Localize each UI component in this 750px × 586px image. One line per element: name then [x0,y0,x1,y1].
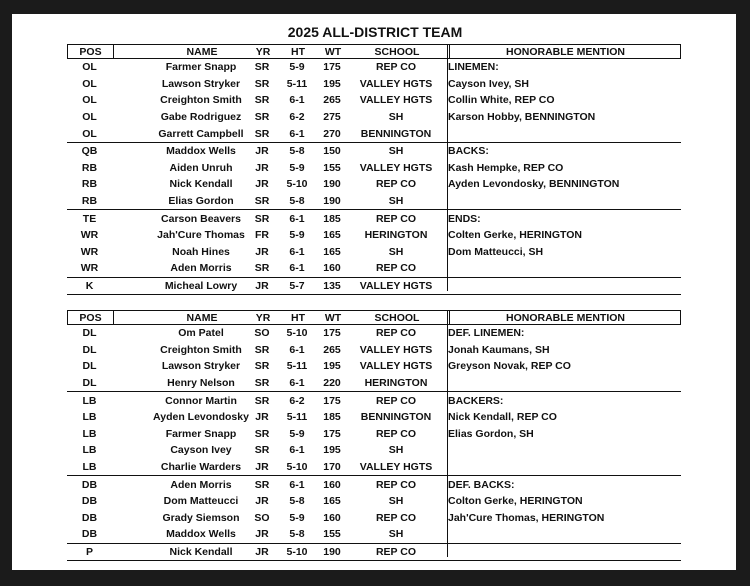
cell-name: Grady Siemson [162,511,240,524]
cell-ht: 5-7 [289,280,305,293]
cell-hm: Cayson Ivey, SH [448,77,529,90]
cell-school: SH [388,145,404,158]
header-school: SCHOOL [374,311,420,324]
cell-yr: SO [254,511,270,524]
cell-pos: WR [80,229,99,242]
cell-school: REP CO [375,61,417,74]
cell-name: Farmer Snapp [165,61,237,74]
cell-ht: 5-9 [289,229,305,242]
cell-ht: 6-1 [289,262,305,275]
cell-ht: 5-9 [289,161,305,174]
cell-name: Micheal Lowry [164,280,238,293]
header-hm: HONORABLE MENTION [506,45,625,58]
cell-wt: 165 [323,245,341,258]
cell-school: SH [388,444,404,457]
cell-school: HERINGTON [364,229,428,242]
cell-school: HERINGTON [364,377,428,390]
cell-ht: 6-1 [289,245,305,258]
table-row [67,92,681,109]
cell-name: Aiden Unruh [169,161,233,174]
cell-name: Elias Gordon [168,195,234,208]
cell-hm: ENDS: [448,212,481,225]
cell-ht: 6-1 [289,94,305,107]
header-wt: WT [324,311,342,324]
cell-pos: DL [82,343,97,356]
cell-school: VALLEY HGTS [359,161,433,174]
cell-wt: 175 [323,61,341,74]
cell-yr: JR [255,411,269,424]
cell-wt: 195 [323,444,341,457]
cell-school: VALLEY HGTS [359,461,433,474]
cell-yr: SR [254,427,270,440]
header-school: SCHOOL [374,45,420,58]
cell-yr: JR [255,495,269,508]
cell-yr: FR [255,229,269,242]
cell-pos: LB [82,394,97,407]
cell-yr: JR [255,245,269,258]
cell-wt: 190 [323,178,341,191]
table-row [67,342,681,359]
cell-name: Charlie Warders [160,461,242,474]
cell-hm: Ayden Levondosky, BENNINGTON [448,178,620,191]
cell-school: SH [388,528,404,541]
table-row [67,358,681,375]
column-divider [447,44,448,291]
cell-yr: SR [254,212,270,225]
cell-wt: 155 [323,528,341,541]
cell-name: Creighton Smith [160,343,242,356]
cell-pos: OL [82,77,97,90]
cell-yr: SO [254,327,270,340]
cell-wt: 170 [323,461,341,474]
header-ht: HT [291,45,305,58]
table-row [67,160,681,177]
cell-school: REP CO [375,546,417,559]
table-row [67,227,681,244]
table-row [67,143,681,160]
cell-yr: SR [254,360,270,373]
cell-pos: TE [82,212,97,225]
header-name: NAME [186,45,218,58]
cell-hm: LINEMEN: [448,61,499,74]
cell-yr: SR [254,478,270,491]
cell-school: SH [388,111,404,124]
cell-pos: RB [81,161,98,174]
cell-wt: 160 [323,262,341,275]
cell-name: Nick Kendall [169,178,233,191]
cell-school: VALLEY HGTS [359,343,433,356]
cell-ht: 5-8 [289,528,305,541]
cell-pos: K [85,280,94,293]
cell-yr: SR [254,377,270,390]
header-divider [449,44,450,59]
table-row [67,409,681,426]
table-row [67,278,681,296]
cell-hm: Elias Gordon, SH [448,427,534,440]
cell-name: Nick Kendall [169,546,233,559]
table-row [67,375,681,393]
cell-hm: Greyson Novak, REP CO [448,360,571,373]
table-row [67,176,681,193]
cell-wt: 175 [323,394,341,407]
cell-hm: Nick Kendall, REP CO [448,411,557,424]
cell-school: VALLEY HGTS [359,94,433,107]
cell-yr: JR [255,161,269,174]
table-row [67,193,681,211]
cell-ht: 5-9 [289,511,305,524]
cell-school: SH [388,195,404,208]
cell-ht: 5-10 [286,178,308,191]
cell-school: BENNINGTON [360,127,432,140]
table-row [67,125,681,143]
cell-pos: WR [80,262,99,275]
cell-yr: SR [254,77,270,90]
cell-yr: SR [254,195,270,208]
table-row [67,459,681,477]
cell-hm: BACKS: [448,145,489,158]
table-row [67,260,681,278]
table-row [67,244,681,261]
cell-school: REP CO [375,394,417,407]
header-yr: YR [255,45,271,58]
cell-wt: 185 [323,411,341,424]
cell-school: REP CO [375,327,417,340]
cell-hm: Kash Hempke, REP CO [448,161,564,174]
table-row [67,210,681,227]
cell-pos: LB [82,444,97,457]
cell-wt: 175 [323,327,341,340]
cell-yr: JR [255,546,269,559]
table-row [67,510,681,527]
cell-school: REP CO [375,212,417,225]
cell-name: Aden Morris [170,262,232,275]
cell-wt: 190 [323,546,341,559]
header-yr: YR [255,311,271,324]
cell-ht: 5-10 [286,461,308,474]
cell-hm: Collin White, REP CO [448,94,555,107]
cell-ht: 6-1 [289,343,305,356]
cell-ht: 5-10 [286,327,308,340]
cell-wt: 195 [323,360,341,373]
header-divider [113,44,114,59]
cell-hm: Jah'Cure Thomas, HERINGTON [448,511,605,524]
cell-pos: DL [82,377,97,390]
cell-wt: 175 [323,427,341,440]
cell-pos: DL [82,360,97,373]
cell-wt: 150 [323,145,341,158]
cell-yr: SR [254,94,270,107]
table-row [67,76,681,93]
cell-name: Lawson Stryker [161,77,241,90]
cell-school: VALLEY HGTS [359,77,433,90]
cell-wt: 275 [323,111,341,124]
cell-ht: 5-9 [289,427,305,440]
cell-school: REP CO [375,262,417,275]
cell-wt: 160 [323,511,341,524]
header-pos: POS [79,311,102,324]
cell-school: VALLEY HGTS [359,360,433,373]
cell-school: SH [388,245,404,258]
cell-hm: Karson Hobby, BENNINGTON [448,111,596,124]
offense-table [67,44,681,295]
cell-school: REP CO [375,511,417,524]
cell-yr: SR [254,111,270,124]
cell-pos: RB [81,178,98,191]
table-row [67,526,681,544]
cell-ht: 6-1 [289,127,305,140]
cell-wt: 265 [323,94,341,107]
cell-name: Garrett Campbell [158,127,244,140]
cell-pos: OL [82,94,97,107]
cell-name: Creighton Smith [160,94,242,107]
cell-school: VALLEY HGTS [359,280,433,293]
cell-pos: WR [80,245,99,258]
cell-wt: 165 [323,229,341,242]
cell-ht: 5-8 [289,495,305,508]
cell-pos: DB [81,511,98,524]
cell-name: Om Patel [178,327,224,340]
cell-hm: Dom Matteucci, SH [448,245,544,258]
cell-yr: JR [255,528,269,541]
header-hm: HONORABLE MENTION [506,311,625,324]
table-header [67,44,681,59]
table-row [67,59,681,76]
table-row [67,392,681,409]
cell-pos: OL [82,111,97,124]
cell-pos: DB [81,478,98,491]
cell-pos: DB [81,528,98,541]
cell-ht: 6-1 [289,444,305,457]
cell-school: BENNINGTON [360,411,432,424]
cell-pos: OL [82,127,97,140]
cell-name: Henry Nelson [167,377,235,390]
cell-pos: LB [82,427,97,440]
table-row [67,325,681,342]
cell-wt: 195 [323,77,341,90]
cell-name: Farmer Snapp [165,427,237,440]
cell-ht: 5-11 [286,360,308,373]
table-row [67,544,681,562]
cell-yr: JR [255,280,269,293]
table-header [67,310,681,325]
header-ht: HT [291,311,305,324]
cell-hm: BACKERS: [448,394,504,407]
cell-name: Dom Matteucci [163,495,239,508]
cell-ht: 6-1 [289,212,305,225]
cell-wt: 160 [323,478,341,491]
cell-ht: 5-11 [286,411,308,424]
cell-pos: DB [81,495,98,508]
cell-wt: 155 [323,161,341,174]
cell-hm: Colten Gerke, HERINGTON [448,229,582,242]
cell-ht: 6-1 [289,478,305,491]
cell-name: Cayson Ivey [170,444,232,457]
cell-name: Connor Martin [165,394,237,407]
table-row [67,109,681,126]
cell-name: Maddox Wells [166,528,236,541]
header-divider [449,310,450,325]
cell-ht: 6-1 [289,377,305,390]
cell-pos: DL [82,327,97,340]
cell-wt: 220 [323,377,341,390]
cell-name: Noah Hines [172,245,230,258]
cell-ht: 5-11 [286,77,308,90]
cell-ht: 5-8 [289,145,305,158]
table-row [67,493,681,510]
cell-yr: SR [254,394,270,407]
table-row [67,442,681,459]
cell-wt: 135 [323,280,341,293]
cell-name: Lawson Stryker [161,360,241,373]
cell-name: Aden Morris [170,478,232,491]
cell-yr: JR [255,145,269,158]
cell-pos: RB [81,195,98,208]
cell-hm: Jonah Kaumans, SH [448,343,550,356]
cell-pos: LB [82,411,97,424]
table-row [67,426,681,443]
header-name: NAME [186,311,218,324]
cell-ht: 5-10 [286,546,308,559]
cell-wt: 185 [323,212,341,225]
cell-pos: P [85,546,93,559]
cell-wt: 165 [323,495,341,508]
cell-yr: SR [254,262,270,275]
cell-yr: JR [255,461,269,474]
cell-school: REP CO [375,427,417,440]
cell-school: REP CO [375,478,417,491]
defense-table [67,310,681,561]
cell-yr: SR [254,61,270,74]
cell-name: Ayden Levondosky [153,411,249,424]
cell-wt: 265 [323,343,341,356]
cell-wt: 190 [323,195,341,208]
cell-name: Gabe Rodriguez [160,111,242,124]
header-wt: WT [324,45,342,58]
cell-name: Jah'Cure Thomas [157,229,245,242]
cell-ht: 5-8 [289,195,305,208]
cell-yr: SR [254,127,270,140]
table-row [67,476,681,493]
cell-school: SH [388,495,404,508]
cell-hm: DEF. LINEMEN: [448,327,525,340]
cell-ht: 5-9 [289,61,305,74]
cell-pos: QB [81,145,98,158]
cell-wt: 270 [323,127,341,140]
cell-ht: 6-2 [289,394,305,407]
cell-school: REP CO [375,178,417,191]
cell-yr: SR [254,343,270,356]
cell-yr: JR [255,178,269,191]
cell-name: Maddox Wells [166,145,236,158]
cell-hm: DEF. BACKS: [448,478,515,491]
page-title: 2025 ALL-DISTRICT TEAM [287,24,463,40]
cell-hm: Colton Gerke, HERINGTON [448,495,583,508]
cell-ht: 6-2 [289,111,305,124]
cell-pos: LB [82,461,97,474]
cell-yr: SR [254,444,270,457]
header-divider [113,310,114,325]
cell-pos: OL [82,61,97,74]
header-pos: POS [79,45,102,58]
column-divider [447,310,448,557]
cell-name: Carson Beavers [161,212,241,225]
